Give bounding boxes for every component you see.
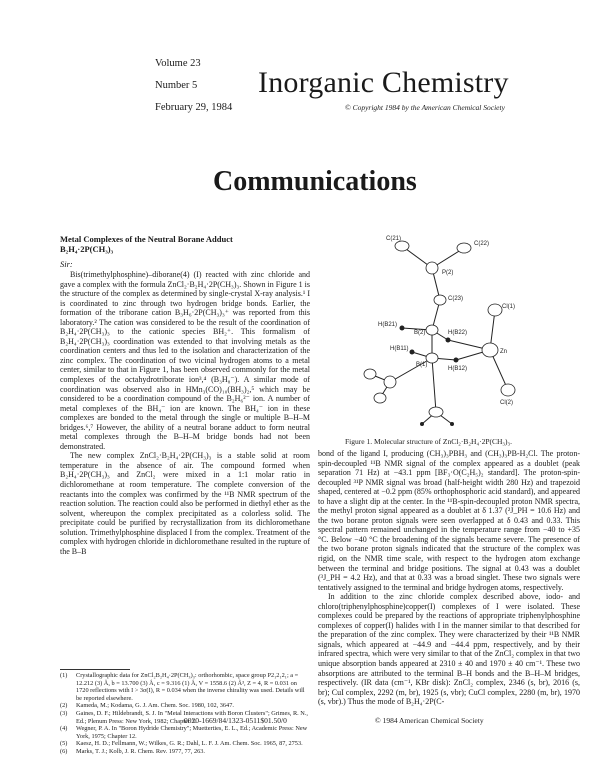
atom-hb12 (454, 358, 459, 363)
reference-text: Gaines, D. F.; Hildebrandt, S. J. In "Metal Interactions with Boron Clusters"; Grimes, R. N., Ed.; Plenum Press: New York, 1982; Chapter 3. (76, 709, 308, 725)
atom-c11 (429, 407, 443, 417)
figure-caption: Figure 1. Molecular structure of ZnCl₂·B₂H₄·2P(CH₃)₃. (345, 437, 513, 446)
reference-text: Kaesz, H. D.; Fellmann, W.; Wilkes, G. R.; Dahl, L. F. J. Am. Chem. Soc. 1965, 87, 2753. (76, 740, 303, 748)
atom-b2 (426, 325, 438, 335)
journal-title: Inorganic Chemistry (258, 66, 509, 99)
atom-hb21 (400, 326, 405, 331)
reference-item (60, 725, 310, 740)
atom-zn (482, 343, 498, 357)
reference-text: Crystallographic data for ZnCl₂B₂H₄·2P(CH₃)₃: orthorhombic, space group P2₁2₁2₁; a = 12.212 (3) Å, b = 13.700 (3) Å, c = 9.316 (1) Å, V = 1558.6 (2) Å³, Z = 4, R = 0.031 on 1720 reflections with I > 3σ(I), R = 0.034 when the inverse chirality was used. Details will be reported elsewhere. (76, 672, 305, 702)
journal-copyright: © Copyright 1984 by the American Chemical Society (345, 103, 505, 112)
volume-label: Volume 23 (155, 58, 201, 69)
atom-hb11 (410, 350, 415, 355)
reference-item (60, 740, 310, 748)
molecular-structure-figure (330, 228, 530, 438)
issue-number: Number 5 (155, 80, 198, 91)
footnote-divider (60, 669, 130, 670)
label-p2: P(2) (442, 270, 454, 276)
atom-c23 (434, 295, 446, 305)
label-c22: C(22) (474, 241, 490, 247)
label-b1: B(1) (416, 362, 428, 368)
atom-h (420, 422, 424, 426)
label-hb21: H(B21) (378, 322, 398, 328)
reference-number: (6) (60, 747, 68, 755)
reference-item (60, 702, 310, 710)
label-c23: C(23) (448, 296, 464, 302)
article-title (60, 234, 310, 254)
atom-b1 (426, 353, 438, 363)
article-title-line-2: B₂H₄·2P(CH₃)₃ (60, 244, 114, 254)
atom-c13 (374, 393, 386, 403)
label-hb12: H(B12) (448, 366, 468, 372)
atom-p1 (384, 376, 396, 388)
atom-h (450, 422, 454, 426)
reference-number: (4) (60, 725, 68, 733)
reference-text: Kameda, M.; Kodama, G. J. Am. Chem. Soc. 1980, 102, 3647. (76, 702, 234, 710)
paragraph: In addition to the zinc chloride complex described above, iodo- and chloro(triphenylphosphine)copper(I) complexes of I were isolated. These complexes could be prepared by the reactions of appropriate triphenylphosphine complexes of copper(I) halides with I in the manner similar to that described for the preparation of the zinc complex. They were characterized by their ¹¹B NMR signals, which appeared at −44.9 and −44.4 ppm, respectively, and by their infrared spectra, which were very similar to that of the ZnCl₂ complex in that two unique absorption bands appeared at 2310 ± 40 and 1970 ± 40 cm⁻¹. These two absorptions are attributed to the terminal B–H bonds and the B–H–M bridges, respectively. (IR data (cm⁻¹, KBr disk): ZnCl₂ complex, 2346 (s, br), 2016 (s, br); CuI complex, 2292 (m, br), 1925 (s, vbr); CuCl complex, 2280 (m, br), 1970 (s, vbr).) Thus the mode of B₂H₄·2P(C- (318, 592, 580, 707)
atom-c12 (364, 369, 376, 379)
label-hb11: H(B11) (390, 346, 409, 352)
reference-number: (3) (60, 709, 68, 717)
label-zn: Zn (500, 349, 508, 355)
paragraph: Bis(trimethylphosphine)–diborane(4) (I) reacted with zinc chloride and gave a complex with the formula ZnCl₂·B₂H₄·2P(CH₃)₃. Shown in Figure 1 is the structure of the complex as determined by single-crystal X-ray analysis.¹ I is coordinated to zinc through two hydrogen bridge bonds. Earlier, the formation of the triborane cation B₃H₆·2P(CH₃)₃⁺ was reported from this laboratory.² The cation was considered to be the result of the coordination of B₂H₄·2P(CH₃)₃ to the cationic species BH₂⁺. This formalism of B₂H₄·2P(CH₃)₃ coordination was extended to that involving metals as the coordination centers and thus led to the isolation and characterization of the zinc complex. The coordination of two vicinal hydrogen atoms to a metal center, similar to that in Figure 1, has been observed commonly for the metal complexes of the octahydrotriborate ion³,⁴ (B₃H₈⁻). A similar mode of coordination was observed also in HMn₃(CO)₁₀(BH₃)₂,⁵ which may be considered to be a coordination compound of the B₂H₆²⁻ ion. A number of metal complexes of the BH₄⁻ ion are known. The BH₄⁻ ion in these complexes are bonded to the metal through the single or multiple B–H–M bridges.⁶,⁷ However, the ability of a neutral borane adduct to form neutral metal complexes through the B–H–M bridge bonds had not been demonstrated. (60, 270, 310, 451)
body-column-right (318, 449, 580, 709)
label-b2: B(2) (414, 330, 426, 336)
reference-item (60, 748, 310, 756)
label-cl1: Cl(1) (502, 304, 515, 310)
issue-date: February 29, 1984 (155, 102, 233, 113)
label-hb22: H(B22) (448, 330, 468, 336)
atom-c21 (395, 241, 409, 251)
reference-number: (1) (60, 672, 68, 679)
reference-number: (2) (60, 702, 68, 710)
salutation: Sir: (60, 259, 73, 269)
molecular-structure-diagram (330, 228, 530, 438)
label-c21: C(21) (386, 236, 402, 242)
footer-code: 0020-1669/84/1323-0511$01.50/0 (184, 716, 287, 725)
section-heading: Communications (213, 166, 417, 197)
body-column-left (60, 270, 310, 668)
atom-p2 (426, 262, 438, 274)
references-list (60, 672, 310, 756)
atom-c22 (457, 243, 471, 253)
reference-text: Marks, T. J.; Kolb, J. R. Chem. Rev. 1977, 77, 263. (76, 747, 205, 755)
label-cl2: Cl(2) (500, 400, 513, 406)
footer-copyright: © 1984 American Chemical Society (375, 716, 484, 725)
reference-text: Wegner, P. A. In "Boron Hydride Chemistry"; Muetterties, E. L., Ed.; Academic Press: New York, 1975; Chapter 12. (76, 725, 308, 740)
paragraph: The new complex ZnCl₂·B₂H₄·2P(CH₃)₃ is a stable solid at room temperature in the absence of air. The compound formed when B₂H₄·2P(CH₃)₃ and ZnCl₂ were mixed in a 1:1 molar ratio in dichloromethane at room temperature. The complete conversion of the reactants into the complex was confirmed by the ¹¹B NMR spectrum of the reaction solution. The reaction could also be performed in diethyl ether as the solvent, whereupon the complex precipitated as a colorless solid. The precipitate could be purified by recrystallization from its dichloromethane solution. Trimethylphosphine displaced I from the complex. Treatment of the complex with hydrogen chloride in dichloromethane resulted in the rupture of the B–B (60, 451, 310, 556)
article-title-line-1: Metal Complexes of the Neutral Borane Adduct (60, 234, 233, 244)
reference-number: (5) (60, 740, 68, 748)
paragraph: bond of the ligand I, producing (CH₃)₃PBH₃ and (CH₃)₃PB-H₂Cl. The proton-spin-decoupled ¹¹B NMR signal of the complex appeared as a doublet (peak separation 71 Hz) at −43.1 ppm [BF₃·O(C₂H₅)₂ standard]. The proton-spin-decoupled ³¹P NMR signal was broad (half-height width 280 Hz) and trapezoid shaped, centered at −0.2 ppm (85% orthophosphoric acid standard), and appeared to have a slight dip at the center. In the ¹¹B-spin-decoupled proton NMR spectra, the methyl proton signal appeared as a doublet at δ 1.37 (²J_PH = 10.6 Hz) and the two borane proton signals were seen overlapped at δ 0.43 and 0.33. This spectral pattern remained unchanged in the temperature range from −40 to +35 °C. Below −40 °C the broadening of the signals became severe. The presence of the two borane proton signals indicated that the structure of the complex was rigid, on the NMR time scale, with respect to the hydrogen atom exchange between the terminal and bridge positions. The signal at 0.43 was a doublet (³J_PH = 4.2 Hz), and that at 0.33 was a broad singlet. These two signals were tentatively assigned to the terminal and bridge hydrogen atoms, respectively. (318, 449, 580, 592)
atom-cl1 (488, 304, 502, 316)
atom-cl2 (501, 384, 515, 396)
atom-hb22 (446, 338, 451, 343)
reference-item (60, 672, 310, 702)
